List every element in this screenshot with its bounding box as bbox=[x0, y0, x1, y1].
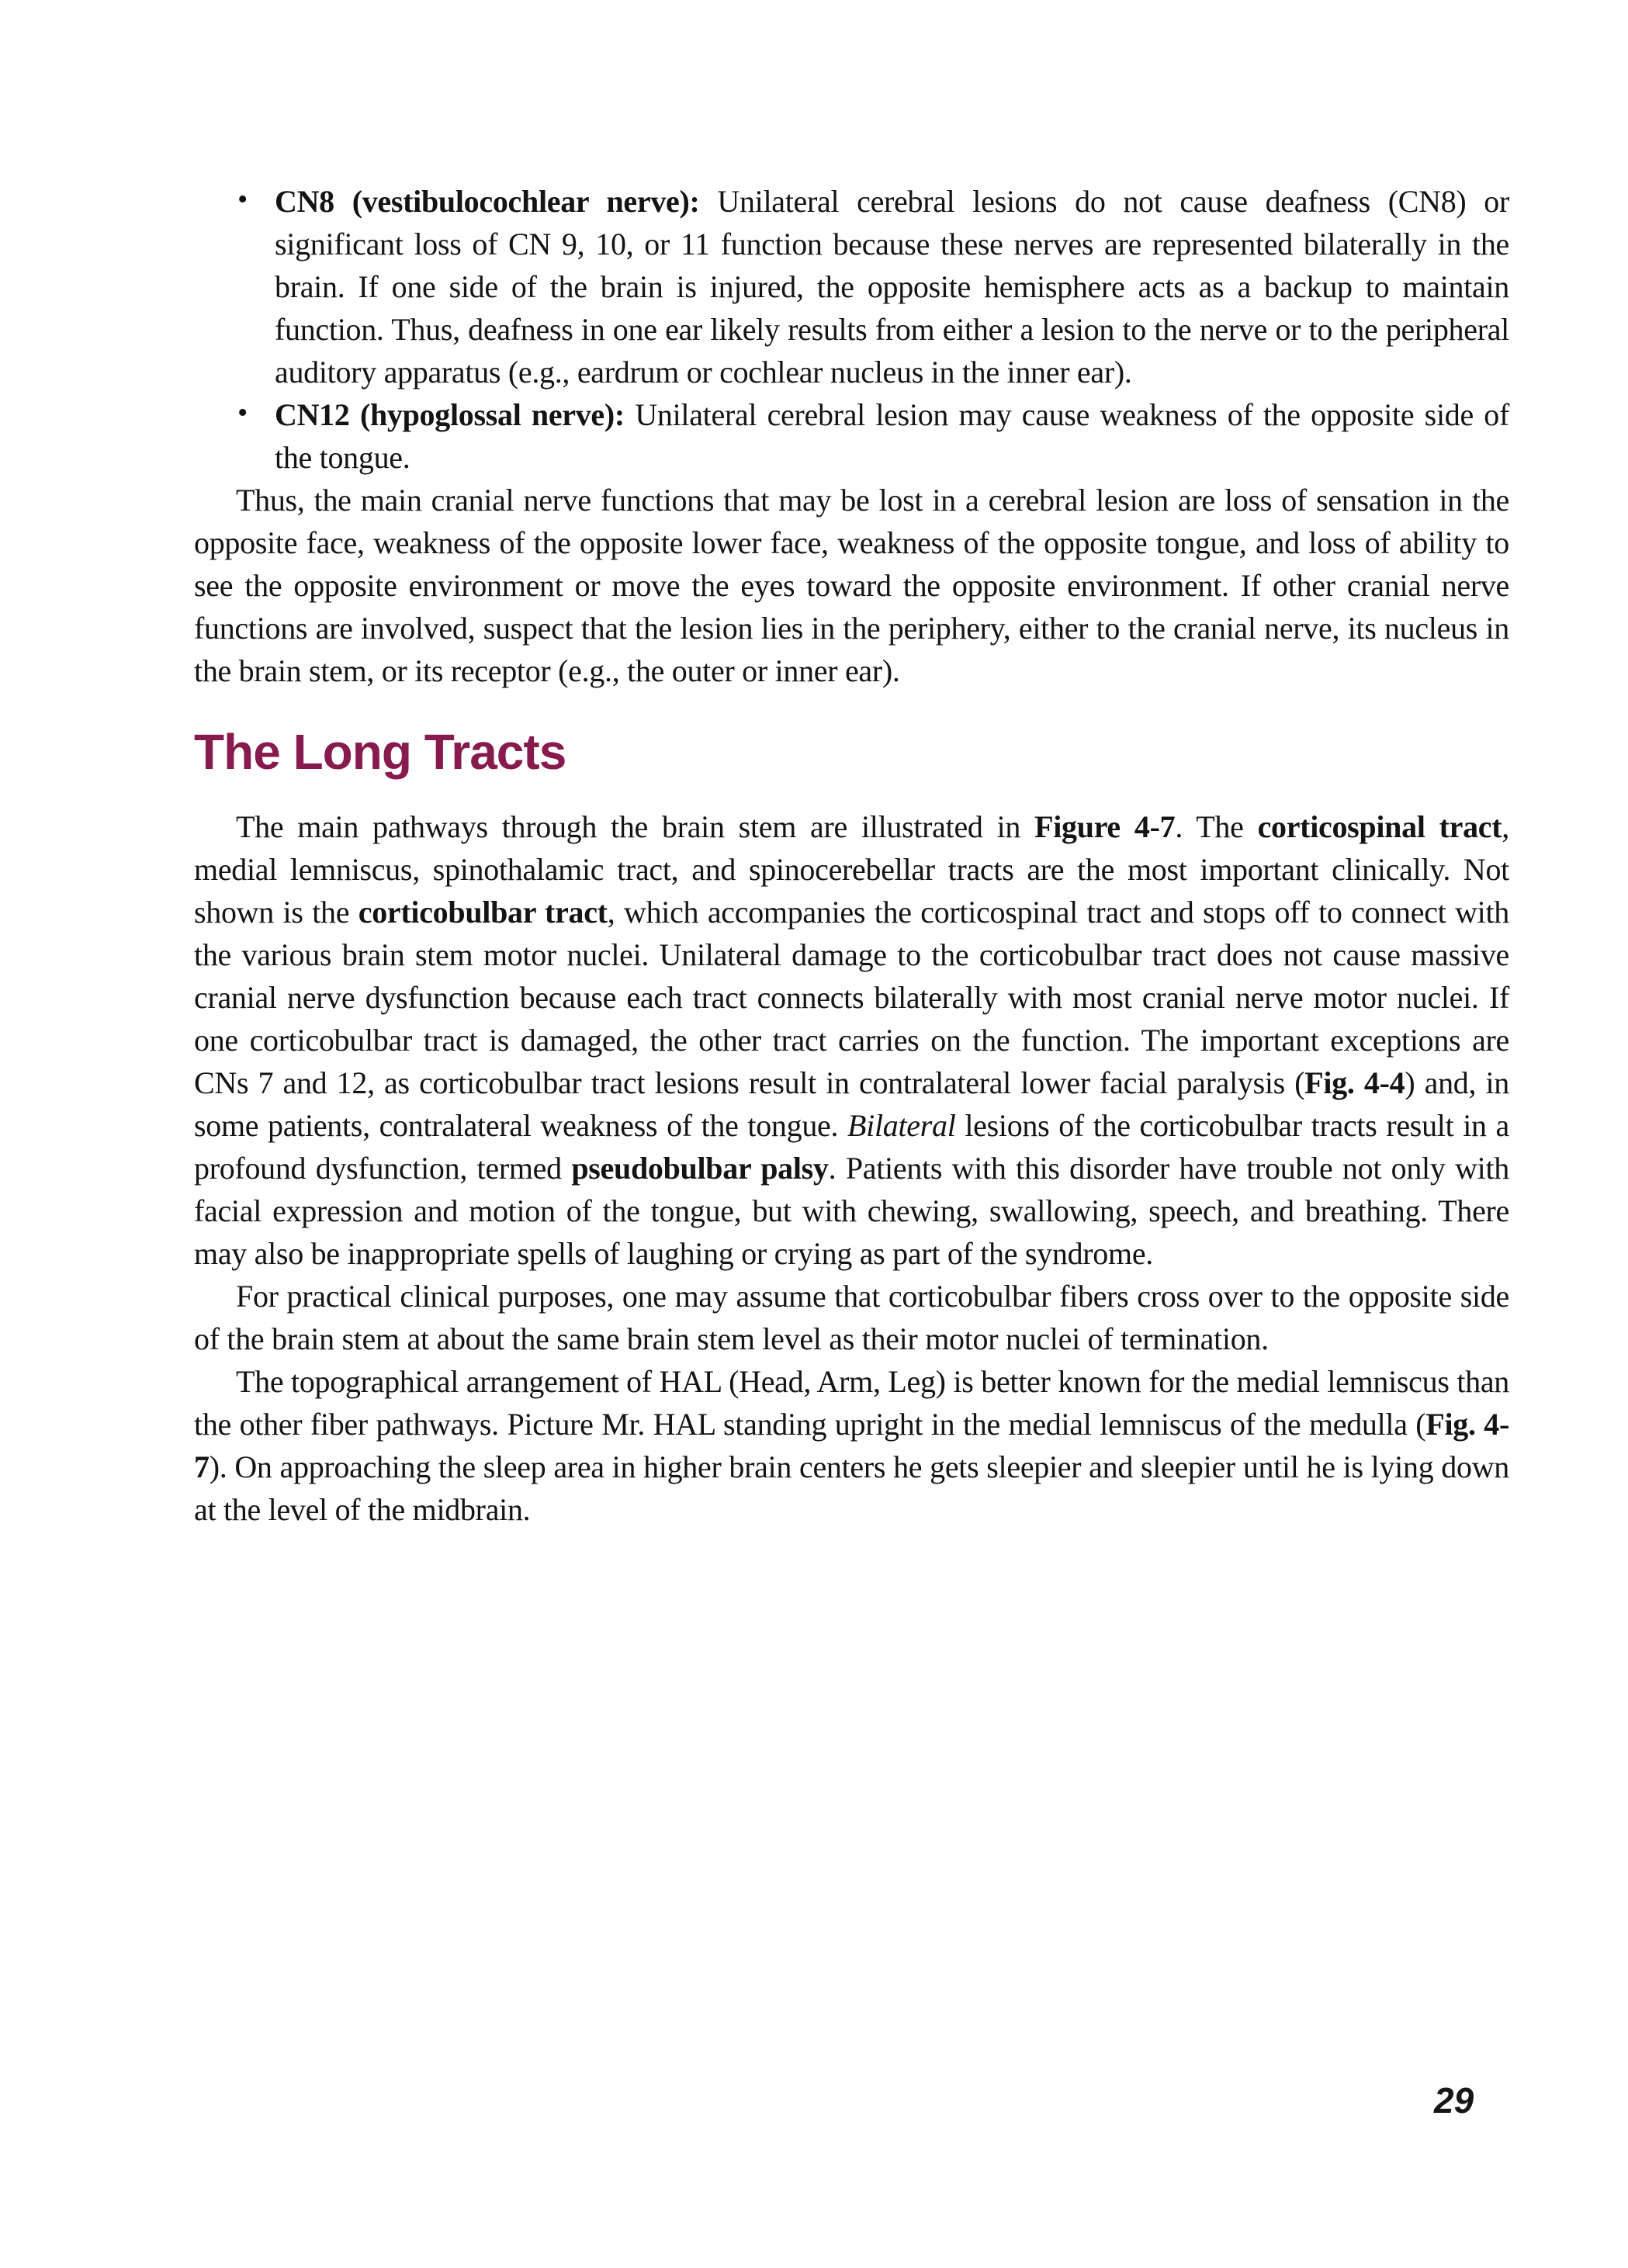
bullet-icon: • bbox=[237, 183, 248, 216]
text-column bbox=[194, 180, 1509, 1531]
list-item-cn8 bbox=[194, 180, 1509, 393]
paragraph-topographical: The topographical arrangement of HAL (Head, Arm, Leg) is better known for the medial lemniscus than the other fiber pathways. Picture Mr. HAL standing upright in the medial lemniscus of the medulla (Fig. 4-7). On approaching the sleep area in higher brain centers he gets sleepier and sleepier until he is lying down at the level of the midbrain. bbox=[194, 1364, 1509, 1527]
list-item-cn12 bbox=[194, 393, 1509, 479]
paragraph-practical: For practical clinical purposes, one may assume that corticobulbar fibers cross over to the opposite side of the brain stem at about the same brain stem level as their motor nuclei of termination. bbox=[194, 1279, 1509, 1356]
list-item-text: CN8 (vestibulocochlear nerve): Unilateral cerebral lesions do not cause deafness (CN8) or significant loss of CN 9, 10, or 11 function because these nerves are represented bilaterally in the brain. If one side of the brain is injured, the opposite hemisphere acts as a backup to maintain function. Thus, deafness in one ear likely results from either a lesion to the nerve or to the peripheral auditory apparatus (e.g., eardrum or cochlear nucleus in the inner ear). bbox=[275, 184, 1509, 390]
paragraph-cranial-summary: Thus, the main cranial nerve functions that may be lost in a cerebral lesion are loss of sensation in the opposite face, weakness of the opposite lower face, weakness of the opposite tongue, and loss of ability to see the opposite environment or move the eyes toward the opposite environment. If other cranial nerve functions are involved, suspect that the lesion lies in the periphery, either to the cranial nerve, its nucleus in the brain stem, or its receptor (e.g., the outer or inner ear). bbox=[194, 483, 1509, 688]
bullet-icon: • bbox=[237, 396, 248, 429]
section-heading-long-tracts: The Long Tracts bbox=[194, 724, 566, 780]
list-item-text: CN12 (hypoglossal nerve): Unilateral cerebral lesion may cause weakness of the opposite side of the tongue. bbox=[275, 397, 1509, 475]
paragraph-main-pathways: The main pathways through the brain stem are illustrated in Figure 4-7. The corticospinal tract, medial lemniscus, spinothalamic tract, and spinocerebellar tracts are the most important clinically. Not shown is the corticobulbar tract, which accompanies the corticospinal tract and stops off to connect with the various brain stem motor nuclei. Unilateral damage to the corticobulbar tract does not cause massive cranial nerve dysfunction because each tract connects bilaterally with most cranial nerve motor nuclei. If one corticobulbar tract is damaged, the other tract carries on the function. The important exceptions are CNs 7 and 12, as corticobulbar tract lesions result in contralateral lower facial paralysis (Fig. 4-4) and, in some patients, contralateral weakness of the tongue. Bilateral lesions of the corticobulbar tracts result in a profound dysfunction, termed pseudobulbar palsy. Patients with this disorder have trouble not only with facial expression and motion of the tongue, but with chewing, swallowing, speech, and breathing. There may also be inappropriate spells of laughing or crying as part of the syndrome. bbox=[194, 809, 1510, 1271]
page-number: 29 bbox=[1434, 2080, 1474, 2121]
cranial-nerve-bullet-list bbox=[194, 180, 1509, 479]
